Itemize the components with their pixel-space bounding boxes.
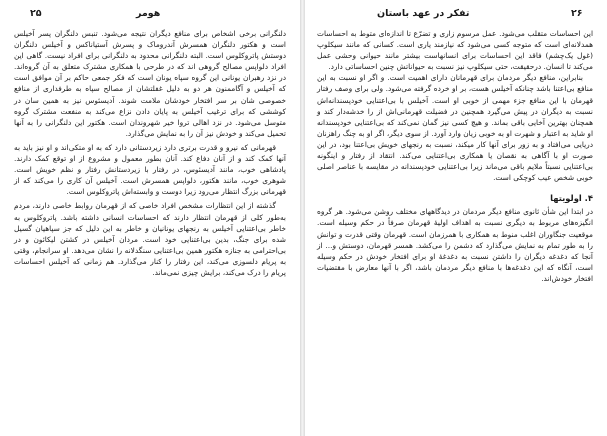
right-paragraph-1: این احساسات متقلب می‌شود. عمل مرسوم زاری و تضرّع تا اندازه‌ای متوط به احساسات همدلانه‌ای است که متوجه کسی می‌شود که نیازمند یاری است. کسانی که مانند سیکلوپ (غول یک‌چشم) فاقد این احساسات برای انسانهاست بیشتر مانند حیوانی وحشی عمل می‌کند تا انسان. درحقیقت، حتی سیکلوپ نیز نسبت به حیواناتش چنین احساساتی دارد.: [317, 29, 593, 72]
left-page-body: [14, 28, 286, 278]
right-paragraph-2: بنابراین، منافع دیگر مردمان برای قهرمانان دارای اهمیت است. و اگر او نسبت به این منافع بی‌اعتنا باشد چنانکه آخیلس هست، بر او خرده گرفته می‌شود. ولی برای وصف رفتار قهرمان با این منافع جزء مهمی از خوبی او است. آخیلس با بی‌اعتنایی خودپسندانه‌اش نسبت به دیگران در پیش می‌گیرد همچنین در فضیلت قهرمانی‌اش از را خدشه‌دار کند و همچنان بهترین آخایی باقی بماند. و هیچ کسی نیز گمان نمی‌کند که بی‌اعتنایی خودپسندانه او شاید به اعتبار و شهرت او به خوبی زیان وارد آورد. از سوی دیگر، اگر او به چنگ راهزنان دریایی می‌افتاد و به زور برای آنها کار میکند، نسبت به رنجهای خویش بی‌اعتنا بود، در این صورت او با آگاهی به نقصان یا همکاری بی‌اعتنایی می‌کند. انتقاد از رفتار و اینگونه بی‌اعتنایی نسبتاً ملایم باقی می‌ماند زیرا بی‌اعتنایی خودپسندانه در مقایسه با عناصر اصلی خوبی شخص عیب کوچکی است.: [317, 73, 593, 183]
left-paragraph-3: گذشته از این انتظارات مشخص افراد خاصی که از قهرمان روابط خاصی دارند، مردم به‌طور کلی از قهرمان انتظار دارند که احساسات انسانی داشته باشد. پاتروکلوس به خاطر بی‌اعتنایی آخیلس به رنجهای یونانیان و خاطر به این دلیل که جز سپاهیان گسیل شده برای جنگ، بدین بی‌اعتنایی خود است. مردان آخیلس در کشتن لیکائون و در بی‌احترامی به جنازه هکتور همین بی‌اعتنایی سنگدلانه را نشان می‌دهد. او سرانجام، وقتی به پریام دلسوزی می‌کند، این رفتار را کنار می‌گذارد. هم زمانی که آخیلس احساسات پریام را درک می‌کند، برایش چیزی نمی‌ماند.: [14, 201, 286, 277]
left-page-number: ۲۵: [30, 8, 42, 19]
right-page: [305, 0, 607, 436]
right-page-body: [317, 28, 593, 284]
left-page: [0, 0, 300, 436]
right-running-title: تفکر در عهد باستان: [377, 8, 470, 19]
section-heading: ۴. اولویتها: [550, 193, 593, 204]
left-paragraph-2: قهرمانی که نیرو و قدرت برتری دارد زیردستانی دارد که به او متکی‌اند و او نیز باید به آنها کمک کند و از آنان دفاع کند. آنان بطور معمول و مشروع از او توقع کمک دارند. پادشاهی خوب، مانند آدیسئوس، در رفتار با زیردستانش رفتار و نظم خویش است. شوهری خوب، مانند هکتور، دلواپس همسرش است. آخیلس آن کاری را می‌کند که از قهرمانی بزرگ انتظار می‌رود زیرا دوست و وابسته‌اش پاتروکلوس است.: [14, 142, 286, 197]
right-page-number: ۲۶: [571, 8, 583, 19]
section-paragraph-1: در ابتدا این شأن ثانوی منافع دیگر مردمان در دیدگاههای مختلف روشن می‌شود. هر گروه انگیزه‌های مربوط به دیگری نسبت به اهداف اولیهٔ قهرمان صرفاً در حکم وسیله است. موقعیت جنگاوران اغلب منوط به همکاری با همرزمان است. قهرمان وقتی قدرت و توانش را به طور تمام به نمایش می‌گذارد که دشمن را می‌کشد. همسر قهرمان، دوستش و... از آنجا که دغدغه دیگران را داشتن نسبت به دغدغهٔ او برای افتخار خودش در حکم وسیله است، آنگاه که این دغدغه‌ها با منافع دیگر مردمان باشد، اگر با آنها معارض با مقتضیات افتخار خودش‌اند.: [317, 207, 593, 283]
left-running-title: هومر: [136, 8, 161, 19]
left-paragraph-1: دلنگرانی برخی اشخاص برای منافع دیگران نتیجه می‌شود. تنبس دلنگران پسر آخیلس است و هکتور دلنگران همسرش آندروماک و پسرش آستیاناکس و آخیلس دلنگران دوستش پاتروکلوس است. البته دلنگرانی محدود به دلنگرانی برای افراد نیست. گاهی این افراد دلواپس مصالح گروهی اند که در طرحی با همکاری مشترک متعلق به آن گروه‌اند. در نزد رهبران یونانی این گروه سپاه یونان است که فکر جمعی حاکم بر آن موافق است که آخیلس و آگاممنون هر دو به دلیل غفلتشان از مصالح سپاه به طرفداری از منافع خصوصی شان بر سر افتخار خودشان ملامت شوند. آدیسئوس نیز به همین سان در کوششی که برای ترغیب آخیلس به پایان دادن نزاع می‌کند به منفعت مشترک گروه متوسل می‌شود. در نزد اهالی تروا خیر شهروندان است. هکتور این دلنگرانی را به آنها تحمیل می‌کند و خودش نیز آن را به نمایش می‌گذارد.: [14, 29, 286, 138]
